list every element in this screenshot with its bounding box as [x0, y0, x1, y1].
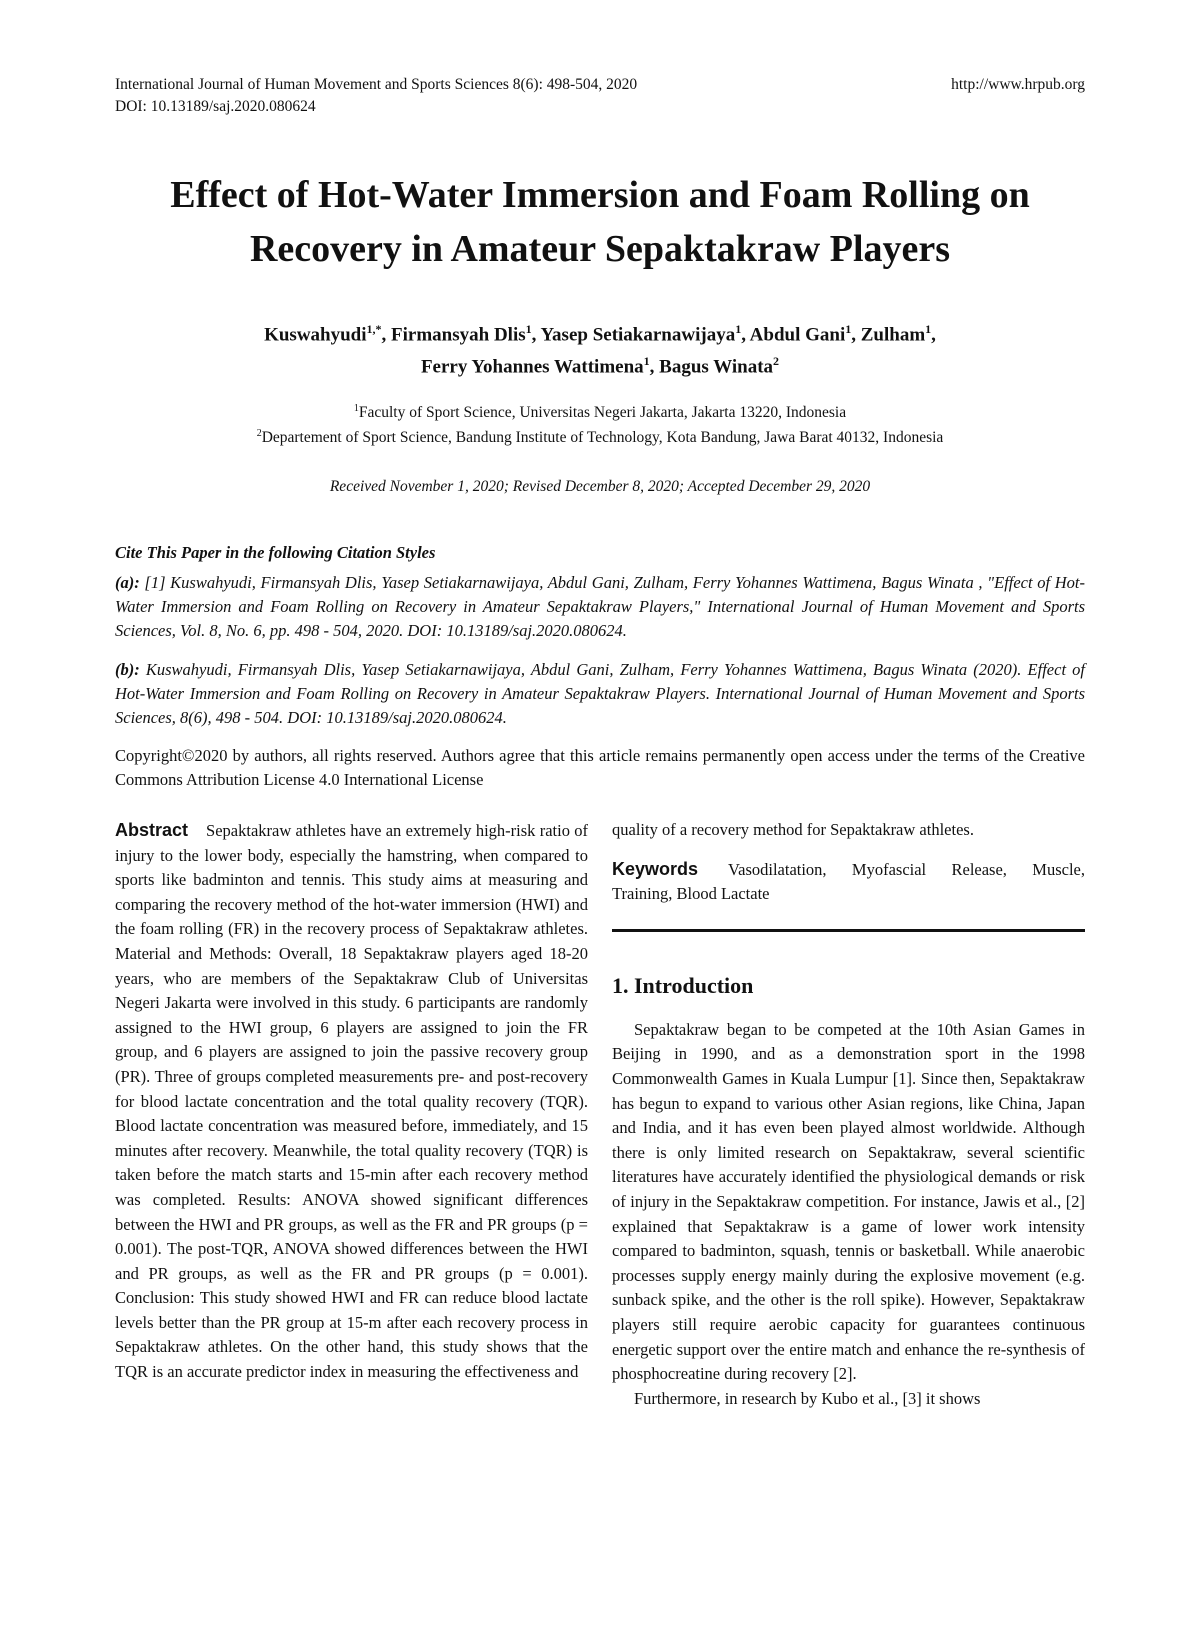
- right-column: [612, 818, 1085, 1411]
- affiliation-text: Departement of Sport Science, Bandung Institute of Technology, Kota Bandung, Jawa Barat 40132, Indonesia: [261, 429, 944, 447]
- copyright-notice: Copyright©2020 by authors, all rights reserved. Authors agree that this article remains permanently open access under the terms of the Creative Commons Attribution License 4.0 International License: [115, 746, 1085, 789]
- left-column: [115, 818, 588, 1385]
- running-header: [115, 74, 1085, 118]
- author: Yasep Setiakarnawijaya: [540, 324, 736, 346]
- abstract-label: Abstract: [115, 820, 189, 840]
- author-separator: ,: [931, 324, 936, 346]
- section-divider: [612, 929, 1085, 932]
- author: Kuswahyudi: [264, 324, 367, 346]
- affiliation-text: Faculty of Sport Science, Universitas Negeri Jakarta, Jakarta 13220, Indonesia: [358, 404, 847, 422]
- author: Firmansyah Dlis: [391, 324, 526, 346]
- author-separator: ,: [649, 356, 660, 378]
- abstract: [115, 818, 588, 1385]
- author: Zulham: [860, 324, 926, 346]
- abstract-continuation: quality of a recovery method for Sepaktakraw athletes.: [612, 820, 974, 839]
- submission-dates: Received November 1, 2020; Revised December 8, 2020; Accepted December 29, 2020: [329, 478, 871, 495]
- author-affiliation-mark: 1: [735, 322, 742, 336]
- author: Abdul Gani: [749, 324, 846, 346]
- author-separator: ,: [741, 324, 750, 346]
- author-affiliation-mark: 1: [925, 322, 932, 336]
- keywords-text: Vasodilatation, Myofascial Release, Muscle, Training, Blood Lactate: [612, 859, 1085, 904]
- publisher-url[interactable]: http://www.hrpub.org: [951, 76, 1085, 93]
- author-affiliation-mark: 2: [773, 354, 780, 369]
- citation-heading: Cite This Paper in the following Citation Styles: [115, 543, 436, 562]
- introduction-paragraph: Furthermore, in research by Kubo et al., [3] it shows: [634, 1388, 981, 1408]
- author-affiliation-mark: 1: [643, 354, 650, 369]
- title-line-1: Effect of Hot-Water Immersion and Foam Rolling on: [170, 174, 1030, 216]
- keywords: [612, 857, 1085, 907]
- citation-b-label: (b):: [115, 660, 140, 679]
- journal-citation: International Journal of Human Movement and Sports Sciences 8(6): 498-504, 2020: [115, 76, 638, 93]
- author-separator: ,: [851, 324, 861, 346]
- author: Ferry Yohannes Wattimena: [420, 356, 644, 378]
- author: Bagus Winata: [659, 356, 774, 378]
- author-affiliation-mark: 1,*: [366, 322, 382, 336]
- keywords-label: Keywords: [612, 858, 699, 879]
- affiliation-list: [150, 398, 1050, 448]
- affiliation-mark: 1: [353, 403, 359, 414]
- affiliation: [150, 423, 1050, 448]
- paper-title: [100, 168, 1100, 276]
- citation-a-text: [1] Kuswahyudi, Firmansyah Dlis, Yasep Setiakarnawijaya, Abdul Gani, Zulham, Ferry Yohannes Wattimena, Bagus Winata , "Effect of Hot-Water Immersion and Foam Rolling on Recovery in Amateur Sepaktakraw Players," International Journal of Human Movement and Sports Sciences, Vol. 8, No. 6, pp. 498 - 504, 2020. DOI: 10.13189/saj.2020.080624.: [115, 573, 1085, 640]
- introduction-paragraph: Sepaktakraw began to be competed at the 10th Asian Games in Beijing in 1990, and as a demonstration sport in the 1998 Commonwealth Games in Kuala Lumpur [1]. Since then, Sepaktakraw has begun to expand to various other Asian regions, like China, Japan and India, and it has even been played almost worldwide. Although there is only limited research on Sepaktakraw, several scientific literatures have accurately identified the physiological demands or risk of injury in the Sepaktakraw competition. For instance, Jawis et al., [2] explained that Sepaktakraw is a game of lower work intensity compared to badminton, squash, tennis or basketball. While anaerobic processes supply energy mainly during the explosive movement (e.g. sunback spike, and the other is the roll spike). However, Sepaktakraw players still require aerobic capacity for guarantees continuous energetic support over the entire match and enhance the re-synthesis of phosphocreatine during recovery [2].: [612, 1019, 1085, 1384]
- doi-line: DOI: 10.13189/saj.2020.080624: [115, 98, 316, 115]
- affiliation-mark: 2: [256, 428, 262, 440]
- introduction-heading: 1. Introduction: [612, 972, 754, 998]
- affiliation: [150, 398, 1050, 423]
- citation-b-text: Kuswahyudi, Firmansyah Dlis, Yasep Setiakarnawijaya, Abdul Gani, Zulham, Ferry Yohannes Wattimena, Bagus Winata (2020). Effect of Hot-Water Immersion and Foam Rolling on Recovery in Amateur Sepaktakraw Players. International Journal of Human Movement and Sports Sciences, 8(6), 498 - 504. DOI: 10.13189/saj.2020.080624.: [115, 660, 1085, 727]
- citation-a-label: (a):: [115, 573, 140, 592]
- abstract-text: Sepaktakraw athletes have an extremely high-risk ratio of injury to the lower body, especially the hamstring, when compared to sports like badminton and tennis. This study aims at measuring and comparing the recovery method of the hot-water immersion (HWI) and the foam rolling (FR) in the recovery process of Sepaktakraw athletes. Material and Methods: Overall, 18 Sepaktakraw players aged 18-20 years, who are members of the Sepaktakraw Club of Universitas Negeri Jakarta were involved in this study. 6 participants are randomly assigned to the HWI group, 6 players are assigned to join the FR group, and 6 players are assigned to join the passive recovery group (PR). Three of groups completed measurements pre- and post-recovery for blood lactate concentration and the total quality recovery (TQR). Blood lactate concentration was measured before, immediately, and 15 minutes after recovery. Meanwhile, the total quality recovery (TQR) is taken before the match starts and 15-min after each recovery method was completed. Results: ANOVA showed significant differences between the HWI and PR groups, as well as the FR and PR groups (p = 0.001). The post-TQR, ANOVA showed differences between the HWI and PR groups, as well as the FR and PR groups (p = 0.001). Conclusion: This study showed HWI and FR can reduce blood lactate levels better than the PR group at 15-m after each recovery process in Sepaktakraw athletes. On the other hand, this study shows that the TQR is an accurate predictor index in measuring the effectiveness and: [115, 821, 588, 1382]
- author-separator: ,: [381, 324, 392, 346]
- author-separator: ,: [531, 324, 541, 346]
- title-line-2: Recovery in Amateur Sepaktakraw Players: [249, 228, 951, 270]
- author-affiliation-mark: 1: [845, 322, 852, 336]
- author-list: [150, 316, 1050, 381]
- citation-style-b: [115, 658, 1085, 730]
- author-affiliation-mark: 1: [525, 322, 532, 336]
- citation-style-a: [115, 571, 1085, 643]
